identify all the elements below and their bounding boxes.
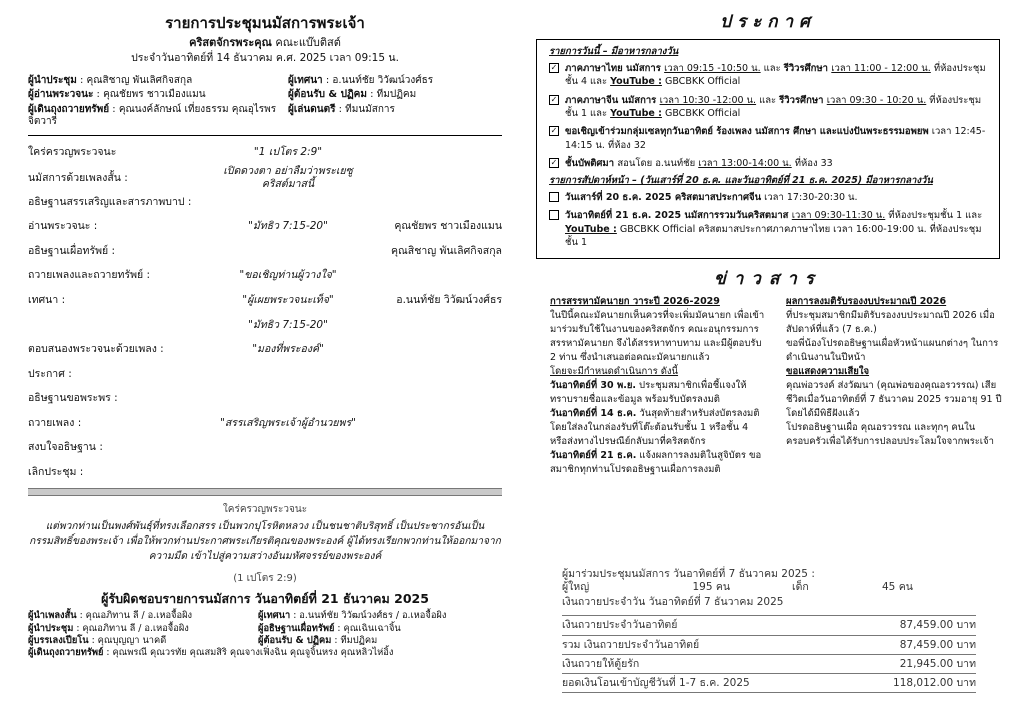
- offering-row: ยอดเงินโอนเข้าบัญชีวันที่ 1-7 ธ.ค. 2025 118,012.00 บาท: [562, 674, 976, 693]
- checkbox-icon: [549, 192, 559, 202]
- service-date: ประจำวันอาทิตย์ที่ 14 ธันวาคม ค.ศ. 2025 เวลา 09:15 น.: [131, 51, 399, 64]
- order-row: [28, 411, 502, 436]
- today-heading: รายการวันนี้ – มีอาหารกลางวัน: [549, 46, 679, 58]
- attendance-title: ผู้มาร่วมประชุมนมัสการ วันอาทิตย์ที่ 7 ธันวาคม 2025 :: [562, 568, 815, 580]
- news-paragraph: ที่ประชุมสมาชิกมีมติรับรองงบประมาณปี 2026 เมื่อสัปดาห์ที่แล้ว (7 ธ.ค.): [786, 309, 995, 335]
- role-reader: ผู้อ่านพระวจนะ : คุณชัยพร ชาวเมืองแมน: [28, 89, 206, 101]
- news-title: ข่าวสาร: [714, 269, 822, 290]
- order-verse: "สรรเสริญพระเจ้าผู้อำนวยพร": [220, 416, 356, 429]
- checkbox-icon: ✓: [550, 126, 558, 136]
- news-item: วันอาทิตย์ที่ 14 ธ.ค. วันสุดท้ายสำหรับส่งบัตรลงมติโดยใส่ลงในกล่องรับที่โต๊ะต้อนรับชั้น 1 หรือชั้น 4 หรือส่งทางไปรษณีย์กลับมาที่คริสตจักร: [550, 407, 760, 447]
- order-row: [28, 141, 502, 166]
- order-item: อธิษฐานเผื่อทรัพย์ :: [28, 244, 116, 257]
- next-role: ผู้อธิษฐานเผื่อทรัพย์ : คุณเฉินเฉาจิ้น: [258, 622, 401, 634]
- order-of-service: [28, 141, 502, 485]
- news-columns: [536, 295, 1000, 478]
- today-list: [549, 62, 989, 170]
- order-row: [28, 190, 502, 215]
- news-paragraph: โปรดอธิษฐานเผื่อ คุณอรวรรณ และทุกๆ คนในครอบครัวเพื่อได้รับการปลอบประโลมใจจากพระเจ้า: [786, 421, 994, 447]
- next-offering-role: ผู้เดินถุงถวายทรัพย์ : คุณพรณี คุณวรทัย คุณสมสิริ คุณจางเฟิ่งฉิน คุณจูจิ้นหรง คุณหลิวไห่อิ้ง: [28, 646, 394, 658]
- announcement-item: ✓ ชั้นบัพติศมา สอนโดย อ.นนท์ชัย เวลา 13:00-14:00 น. ที่ห้อง 33: [550, 157, 833, 169]
- order-item: ถวายเพลงและถวายทรัพย์ :: [28, 269, 151, 282]
- order-row: [28, 214, 502, 239]
- service-roles: [28, 75, 502, 129]
- offering-row: เงินถวายประจำวันอาทิตย์ 87,459.00 บาท: [562, 615, 976, 635]
- order-person: คุณชัยพร ชาวเมืองแมน: [394, 220, 502, 233]
- order-row: [28, 337, 502, 362]
- divider: [28, 135, 502, 136]
- order-item: ตอบสนองพระวจนะด้วยเพลง :: [28, 343, 164, 356]
- next-role: ผู้นำเพลงสั้น : คุณอภิทาน ลี / อ.เหอจื้อผิง: [28, 609, 193, 621]
- news-heading: การสรรหามัคนายก วาระปี 2026-2029: [550, 295, 720, 307]
- order-row: [28, 264, 502, 289]
- order-person: อ.นนท์ชัย วิวัฒน์วงศ์ธร: [396, 293, 502, 306]
- order-row: [28, 460, 502, 485]
- right-column: [536, 12, 1000, 477]
- checkbox-icon: ✓: [550, 63, 558, 73]
- announcements-title: ประกาศ: [720, 12, 816, 32]
- church-name: คริสตจักรพระคุณ คณะแบ๊บติสต์: [189, 35, 341, 49]
- order-item: อ่านพระวจนะ :: [28, 220, 98, 233]
- announcement-item: ✓ ภาคภาษาจีน นมัสการ เวลา 10:30 -12:00 น. และ รีวิวรศึกษา เวลา 09:30 - 10:20 น. ที่ห้องประชุมชั้น 1 และ YouTube : GBCBKK Official: [550, 94, 982, 120]
- checkbox-icon: [549, 210, 559, 220]
- news-subheading: โดยจะมีกำหนดดำเนินการ ดังนี้: [550, 365, 679, 377]
- order-verse: เปิดดวงตา อย่าลืมว่าพระเยซู คริสต์มาสนี้: [223, 165, 353, 191]
- news-heading: ผลการลงมติรับรองงบประมาณปี 2026: [786, 295, 947, 307]
- next-role: ผู้เทศนา : อ.นนท์ชัย วิวัฒน์วงศ์ธร / อ.เหอจื้อผิง: [258, 609, 447, 621]
- order-item: เลิกประชุม :: [28, 466, 84, 479]
- announcement-item: วันเสาร์ที่ 20 ธ.ค. 2025 คริสตมาสประกาศจีน เวลา 17:30-20:30 น.: [549, 191, 989, 204]
- order-verse: "ขอเชิญท่านผู้วางใจ": [239, 269, 337, 282]
- offering-row: รวม เงินถวายประจำวันอาทิตย์ 87,459.00 บาท: [562, 636, 976, 655]
- order-row: [28, 313, 502, 338]
- checkbox-icon: ✓: [550, 94, 558, 104]
- checkbox-icon: ✓: [550, 157, 558, 167]
- announcement-item: วันอาทิตย์ที่ 21 ธ.ค. 2025 นมัสการรวมวันคริสตมาส เวลา 09:30-11:30 น. ที่ห้องประชุมชั้น 1 และ YouTube : GBCBKK Official คริสตมาสประกาศภาคภาษาไทย เวลา 16:00-19:00 น. ที่ห้องประชุมชั้น 1: [549, 209, 989, 249]
- reflection-reference: (1 เปโตร 2:9): [233, 572, 297, 584]
- announcement-item: ✓ ขอเชิญเข้าร่วมกลุ่มเซลทุกวันอาทิตย์ ร้องเพลง นมัสการ ศึกษา และแบ่งปันพระธรรมอพยพ เวลา 12:45-14:15 น. ที่ห้อง 32: [550, 126, 986, 151]
- reflection-text: แต่พวกท่านเป็นพงศ์พันธุ์ที่ทรงเลือกสรร เป็นพวกปุโรหิตหลวง เป็นชนชาติบริสุทธิ์ เป็นประชากรอันเป็นกรรมสิทธิ์ของพระเจ้า เพื่อให้พวกท่านประกาศพระเกียรติคุณของพระองค์ ผู้ได้ทรงเรียกพวกท่านให้ออกมาจากความมืด เข้าไปสู่ความสว่างอันมหัศจรรย์ของพระองค์: [29, 521, 501, 562]
- order-item: นมัสการด้วยเพลงสั้น :: [28, 171, 128, 184]
- order-item: อธิษฐานขอพระพร :: [28, 392, 118, 405]
- order-verse: "ผู้เผยพระวจนะเท็จ": [242, 293, 334, 306]
- news-paragraph: ในปีนี้คณะมัคนายกเห็นควรที่จะเพิ่มมัคนายก เพื่อเข้ามาร่วมรับใช้ในงานของคริสตจักร คณะอนุกรรมการสรรหามัคนายก จึงได้สรรหาทาบทาม และมีผู้ตอบรับ 2 ท่าน ซึ่งนำเสนอต่อคณะมัคนายกแล้ว: [550, 309, 765, 363]
- order-row: [28, 436, 502, 461]
- left-column: [28, 12, 502, 658]
- next-role: ผู้ต้อนรับ & ปฏิคม : ทีมปฏิคม: [258, 635, 378, 647]
- order-item: สงบใจอธิษฐาน :: [28, 441, 103, 454]
- role-usher: ผู้ต้อนรับ & ปฏิคม : ทีมปฏิคม: [288, 89, 417, 101]
- reflection-title: ใคร่ครวญพระวจนะ: [222, 503, 308, 515]
- next-week-title: ผู้รับผิดชอบรายการนมัสการ วันอาทิตย์ที่ 21 ธันวาคม 2025: [101, 591, 429, 607]
- order-item: ประกาศ :: [28, 367, 72, 380]
- offering-title: เงินถวายประจำวัน วันอาทิตย์ที่ 7 ธันวาคม 2025: [562, 596, 784, 609]
- role-leader: ผู้นำประชุม : คุณสิชาญ พันเลิศกิจสกุล: [28, 74, 193, 86]
- order-verse: "มัทธิว 7:15-20": [248, 318, 328, 331]
- announcements-box: [536, 39, 1000, 259]
- next-role: ผู้บรรเลงเปียโน : คุณบุญญา นาคดี: [28, 635, 167, 647]
- order-row: [28, 165, 502, 190]
- news-heading: ขอแสดงความเสียใจ: [786, 365, 870, 377]
- order-item: ใคร่ครวญพระวจนะ: [28, 146, 117, 159]
- order-row: [28, 387, 502, 412]
- role-music: ผู้เล่นดนตรี : ทีมนมัสการ: [288, 103, 395, 115]
- offering-row: เงินถวายให้ตู้ยรัก 21,945.00 บาท: [562, 655, 976, 674]
- statistics: [562, 568, 976, 693]
- next-week-roles: [28, 610, 502, 647]
- next-heading: รายการสัปดาห์หน้า – (วันเสาร์ที่ 20 ธ.ค. และวันอาทิตย์ที่ 21 ธ.ค. 2025) มีอาหารกลางวัน: [549, 175, 933, 187]
- role-offering: ผู้เดินถุงถวายทรัพย์ : คุณนงค์ลักษณ์ เที่ยงธรรม คุณอุไรพร จิตวารี: [28, 103, 277, 128]
- news-item: วันอาทิตย์ที่ 30 พ.ย. ประชุมสมาชิกเพื่อชี้แจงให้ทราบรายชื่อและข้อมูล พร้อมรับบัตรลงมติ: [550, 379, 747, 405]
- news-col-budget: [786, 295, 1008, 478]
- order-item: ถวายเพลง :: [28, 416, 82, 429]
- order-row: [28, 239, 502, 264]
- order-verse: "1 เปโตร 2:9": [253, 146, 323, 159]
- news-paragraph: คุณพ่อวรงค์ ส่งวัฒนา (คุณพ่อของคุณอรวรรณ) เสียชีวิตเมื่อวันอาทิตย์ที่ 7 ธันวาคม 2025 รวมอายุ 91 ปี โดยได้มีพิธีฝังแล้ว: [786, 379, 1002, 419]
- news-paragraph: ขอพี่น้องโปรดอธิษฐานเผื่อหัวหน้าแผนกต่างๆ ในการดำเนินงานในปีหน้า: [786, 337, 999, 363]
- order-row: [28, 288, 502, 313]
- attendance-row: ผู้ใหญ่ 195 คน เด็ก 45 คน: [562, 581, 913, 594]
- service-title: รายการประชุมนมัสการพระเจ้า: [165, 14, 365, 32]
- order-person: คุณสิชาญ พันเลิศกิจสกุล: [391, 244, 502, 257]
- role-preacher: ผู้เทศนา : อ.นนท์ชัย วิวัฒน์วงศ์ธร: [288, 74, 434, 86]
- next-list: [549, 191, 989, 249]
- news-col-deacons: [550, 295, 768, 478]
- next-role: ผู้นำประชุม : คุณอภิทาน ลี / อ.เหอจื้อผิง: [28, 622, 189, 634]
- order-row: [28, 362, 502, 387]
- order-item: อธิษฐานสรรเสริญและสารภาพบาป :: [28, 195, 192, 208]
- scripture-divider: [28, 488, 502, 496]
- order-verse: "มัทธิว 7:15-20": [248, 220, 328, 233]
- order-verse: "มองที่พระองค์": [252, 343, 324, 356]
- news-item: วันอาทิตย์ที่ 21 ธ.ค. แจ้งผลการลงมติในสูจิบัตร ขอสมาชิกทุกท่านโปรดอธิษฐานเผื่อการลงมติ: [550, 450, 762, 476]
- order-item: เทศนา :: [28, 293, 66, 306]
- announcement-item: ✓ ภาคภาษาไทย นมัสการ เวลา 09:15 -10:50 น. และ รีวิวรศึกษา เวลา 11:00 - 12:00 น. ที่ห้องประชุมชั้น 4 และ YouTube : GBCBKK Official: [550, 63, 986, 88]
